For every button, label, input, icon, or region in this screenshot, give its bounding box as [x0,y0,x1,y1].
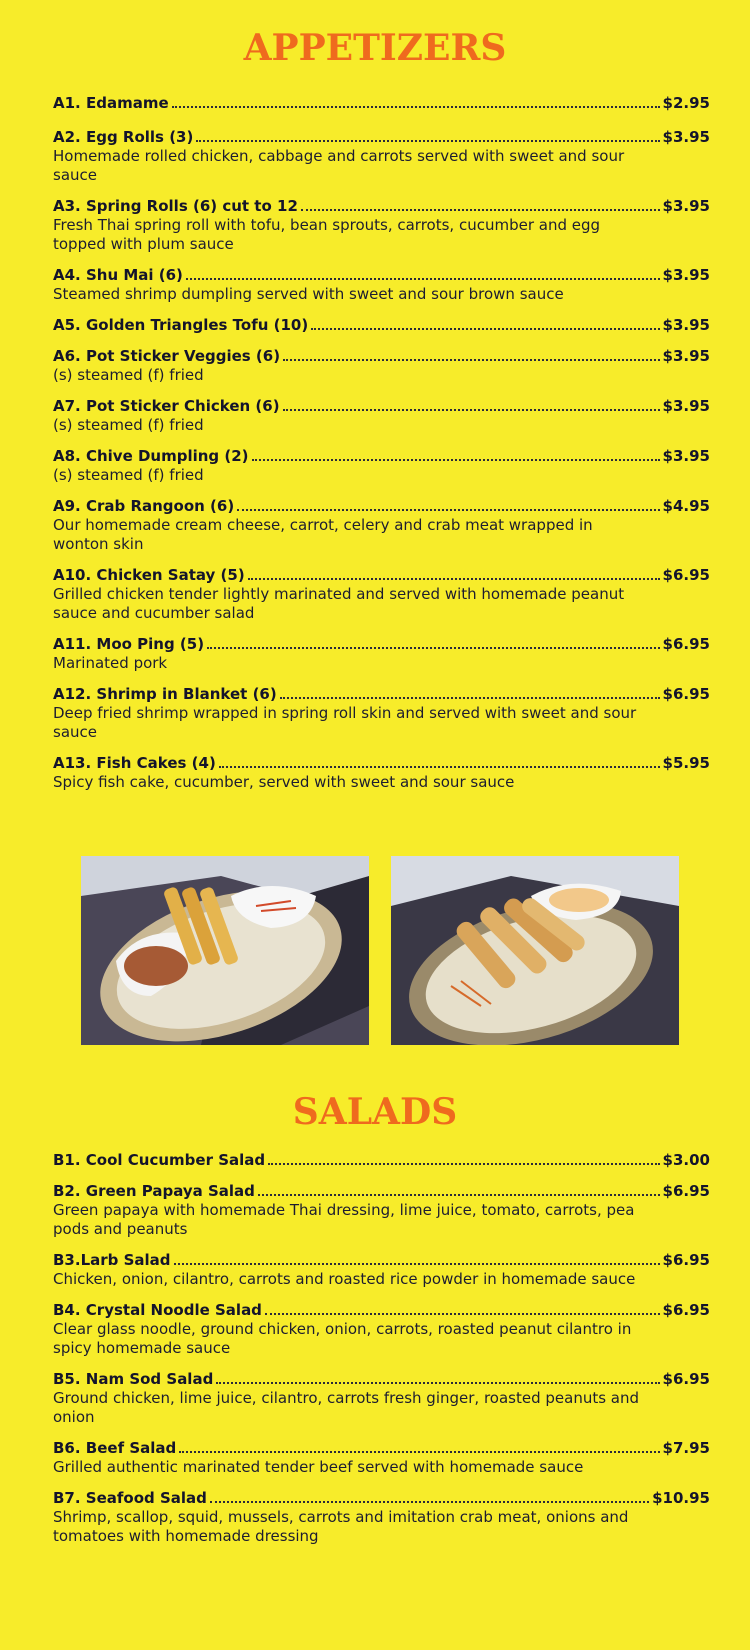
item-price: $3.95 [662,197,710,215]
item-price: $6.95 [662,1182,710,1200]
item-price: $3.00 [662,1151,710,1169]
item-price: $7.95 [662,1439,710,1457]
salads-heading: SALADS [292,1091,458,1133]
menu-item-a3 [53,197,710,254]
item-name: A4. Shu Mai (6) [53,266,183,284]
item-name: A10. Chicken Satay (5) [53,566,245,584]
dot-leader [283,409,660,411]
dot-leader [252,459,660,461]
dot-leader [172,106,660,108]
item-name: A9. Crab Rangoon (6) [53,497,235,515]
menu-item-a2 [53,128,710,185]
chicken-satay-illustration [81,856,369,1045]
dot-leader [265,1313,660,1315]
dot-leader [301,209,660,211]
egg-rolls-illustration [391,856,679,1045]
item-description: Grilled authentic marinated tender beef served with homemade sauce [53,1458,584,1476]
item-name: B6. Beef Salad [53,1439,177,1457]
menu-item-b2 [53,1182,710,1239]
item-price: $6.95 [662,685,710,703]
item-description: Deep fried shrimp wrapped in spring roll skin and served with sweet and sour sauce [53,704,637,741]
appetizers-list [0,94,750,792]
menu-item-b6 [53,1439,710,1477]
egg-rolls-photo [391,856,679,1045]
item-price: $5.95 [662,754,710,772]
menu-item-a8 [53,447,710,485]
salads-list [0,1151,750,1546]
dot-leader [186,278,660,280]
menu-item-a9 [53,497,710,554]
item-description: Ground chicken, lime juice, cilantro, carrots fresh ginger, roasted peanuts and onion [53,1389,640,1426]
item-price: $6.95 [662,1251,710,1269]
dot-leader [248,578,660,580]
item-name: A1. Edamame [53,94,169,112]
item-name: A7. Pot Sticker Chicken (6) [53,397,280,415]
menu-item-a11 [53,635,710,673]
appetizers-heading: APPETIZERS [243,27,507,69]
dot-leader [207,647,659,649]
item-description: Marinated pork [53,654,168,672]
item-description: Our homemade cream cheese, carrot, celery and crab meat wrapped in wonton skin [53,516,593,553]
item-description: Fresh Thai spring roll with tofu, bean sprouts, carrots, cucumber and egg topped with plum sauce [53,216,601,253]
item-description: Shrimp, scallop, squid, mussels, carrots and imitation crab meat, onions and tomatoes with homemade dressing [53,1508,629,1545]
item-price: $3.95 [662,447,710,465]
dot-leader [174,1263,660,1265]
chicken-satay-photo [81,856,369,1045]
item-description: (s) steamed (f) fried [53,416,204,434]
dot-leader [268,1163,659,1165]
item-price: $6.95 [662,635,710,653]
menu-item-b5 [53,1370,710,1427]
item-description: Chicken, onion, cilantro, carrots and roasted rice powder in homemade sauce [53,1270,636,1288]
dot-leader [237,509,659,511]
dot-leader [196,140,659,142]
item-name: A3. Spring Rolls (6) cut to 12 [53,197,298,215]
item-name: A12. Shrimp in Blanket (6) [53,685,277,703]
menu-item-b4 [53,1301,710,1358]
item-price: $3.95 [662,347,710,365]
item-name: B7. Seafood Salad [53,1489,207,1507]
item-description: Green papaya with homemade Thai dressing, lime juice, tomato, carrots, pea pods and peanuts [53,1201,635,1238]
item-price: $2.95 [662,94,710,112]
menu-item-b3 [53,1251,710,1289]
item-description: (s) steamed (f) fried [53,466,204,484]
menu-item-a5 [53,316,710,335]
item-price: $6.95 [662,1370,710,1388]
item-name: A5. Golden Triangles Tofu (10) [53,316,309,334]
menu-item-a13 [53,754,710,792]
item-price: $3.95 [662,266,710,284]
item-price: $3.95 [662,316,710,334]
item-name: A6. Pot Sticker Veggies (6) [53,347,281,365]
item-name: B5. Nam Sod Salad [53,1370,214,1388]
item-name: B1. Cool Cucumber Salad [53,1151,266,1169]
menu-item-a12 [53,685,710,742]
dot-leader [258,1194,660,1196]
item-name: A11. Moo Ping (5) [53,635,205,653]
dot-leader [280,697,660,699]
dot-leader [311,328,659,330]
menu-item-b1 [53,1151,710,1170]
food-photos [81,856,679,1045]
item-price: $3.95 [662,128,710,146]
menu-item-b7 [53,1489,710,1546]
item-name: A2. Egg Rolls (3) [53,128,194,146]
menu-item-a1 [53,94,710,113]
item-name: A8. Chive Dumpling (2) [53,447,249,465]
dot-leader [283,359,659,361]
menu-item-a4 [53,266,710,304]
item-description: Steamed shrimp dumpling served with sweet and sour brown sauce [53,285,564,303]
item-description: Spicy fish cake, cucumber, served with sweet and sour sauce [53,773,515,791]
item-price: $6.95 [662,1301,710,1319]
menu-item-a6 [53,347,710,385]
item-name: A13. Fish Cakes (4) [53,754,216,772]
item-description: Homemade rolled chicken, cabbage and carrots served with sweet and sour sauce [53,147,625,184]
menu-item-a10 [53,566,710,623]
dot-leader [210,1501,649,1503]
dot-leader [216,1382,659,1384]
item-description: Grilled chicken tender lightly marinated and served with homemade peanut sauce and cucumber salad [53,585,625,622]
menu-item-a7 [53,397,710,435]
item-description: (s) steamed (f) fried [53,366,204,384]
item-name: B3.Larb Salad [53,1251,171,1269]
item-price: $3.95 [662,397,710,415]
dot-leader [219,766,660,768]
item-name: B4. Crystal Noodle Salad [53,1301,262,1319]
item-name: B2. Green Papaya Salad [53,1182,255,1200]
item-price: $10.95 [652,1489,710,1507]
item-description: Clear glass noodle, ground chicken, onion, carrots, roasted peanut cilantro in spicy homemade sauce [53,1320,632,1357]
item-price: $4.95 [662,497,710,515]
item-price: $6.95 [662,566,710,584]
dot-leader [179,1451,659,1453]
